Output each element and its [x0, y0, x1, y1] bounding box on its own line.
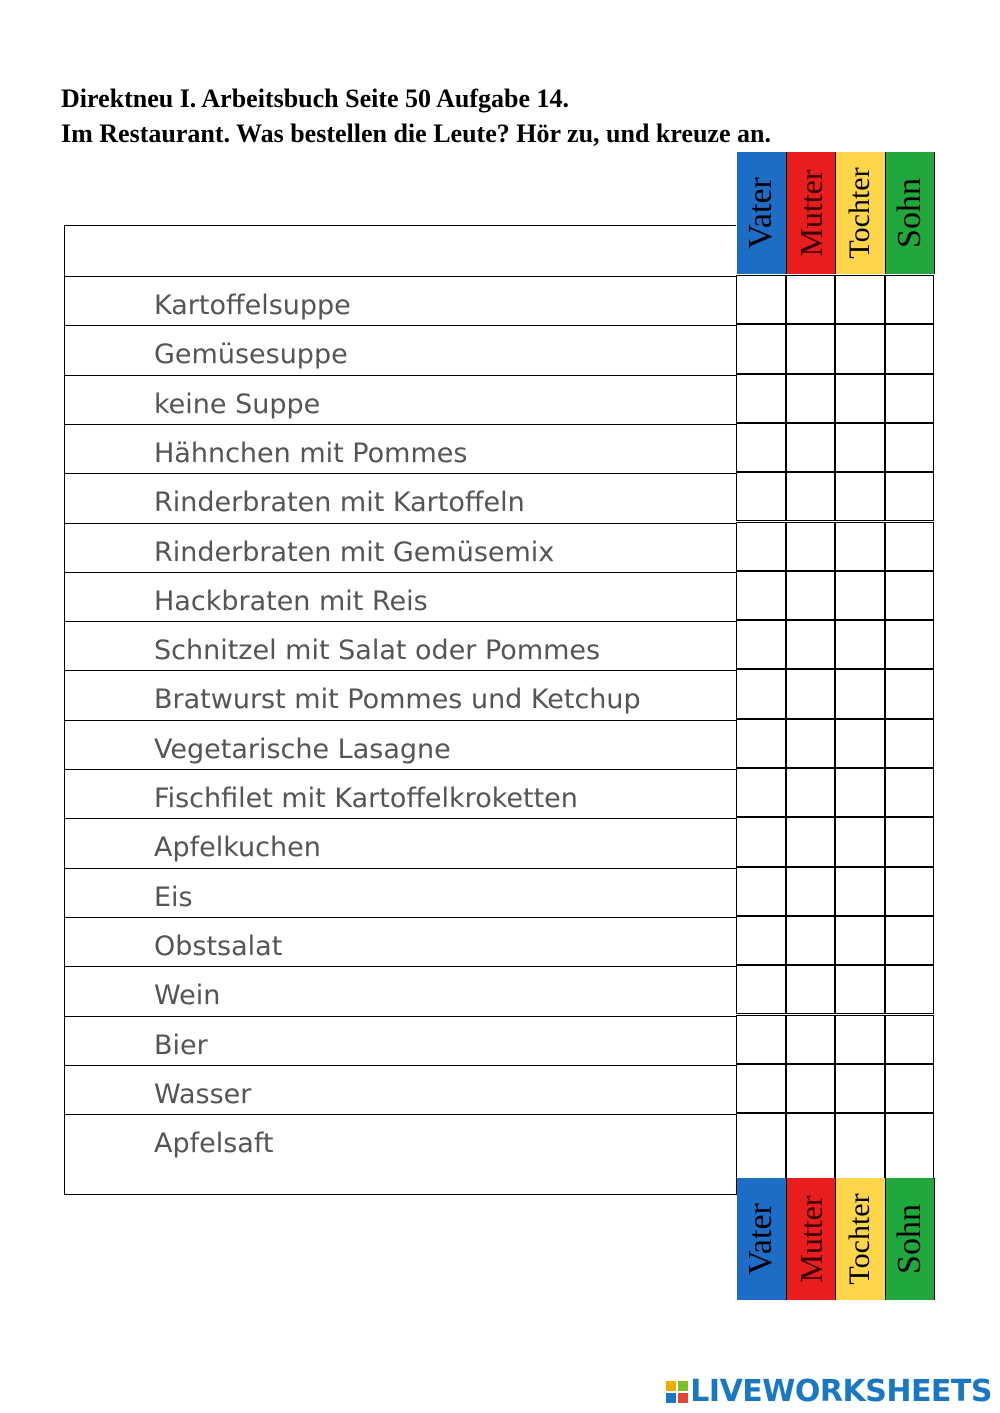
checkbox-sohn[interactable] — [885, 423, 935, 472]
item-row — [65, 818, 737, 867]
checkbox-sohn[interactable] — [885, 916, 935, 965]
item-row — [65, 473, 737, 522]
header-bottom-tochter — [836, 1178, 886, 1300]
checkbox-sohn[interactable] — [885, 1064, 935, 1113]
checkbox-vater[interactable] — [736, 1064, 786, 1113]
checkbox-tochter[interactable] — [835, 324, 885, 373]
checkbox-vater[interactable] — [736, 817, 786, 866]
item-label: Rinderbraten mit Gemüsemix — [154, 536, 555, 568]
column-header-bottom — [737, 1178, 935, 1300]
item-label: Bratwurst mit Pommes und Ketchup — [154, 684, 641, 716]
checkbox-mutter[interactable] — [786, 374, 836, 423]
checkbox-sohn[interactable] — [885, 965, 935, 1014]
checkbox-vater[interactable] — [736, 571, 786, 620]
checkbox-tochter[interactable] — [835, 817, 885, 866]
item-label: Wein — [154, 980, 221, 1012]
checkbox-mutter[interactable] — [786, 817, 836, 866]
checkbox-tochter[interactable] — [835, 719, 885, 768]
item-label: Vegetarische Lasagne — [154, 733, 451, 765]
checkbox-sohn[interactable] — [885, 275, 935, 324]
item-label: keine Suppe — [154, 388, 321, 420]
item-row — [65, 325, 737, 374]
checkbox-tochter[interactable] — [835, 768, 885, 817]
checkbox-mutter[interactable] — [786, 423, 836, 472]
checkbox-mutter[interactable] — [786, 275, 836, 324]
item-label: Rinderbraten mit Kartoffeln — [154, 487, 525, 519]
item-label: Hackbraten mit Reis — [154, 585, 428, 617]
checkbox-vater[interactable] — [736, 916, 786, 965]
checkbox-vater[interactable] — [736, 669, 786, 718]
header-bottom-vater — [737, 1178, 787, 1300]
checkbox-sohn[interactable] — [885, 867, 935, 916]
checkbox-tochter[interactable] — [835, 669, 885, 718]
checkbox-vater[interactable] — [736, 275, 786, 324]
checkbox-vater[interactable] — [736, 719, 786, 768]
checkbox-tochter[interactable] — [835, 867, 885, 916]
item-row — [65, 670, 737, 719]
checkbox-tochter[interactable] — [835, 1064, 885, 1113]
checkbox-vater[interactable] — [736, 423, 786, 472]
item-row — [65, 769, 737, 818]
checkbox-sohn[interactable] — [885, 522, 935, 571]
item-row — [65, 1065, 737, 1114]
item-label: Wasser — [154, 1078, 252, 1110]
checkbox-sohn[interactable] — [885, 324, 935, 373]
column-label: Sohn — [890, 1204, 928, 1274]
checkbox-vater[interactable] — [736, 324, 786, 373]
item-row — [65, 720, 737, 769]
checkbox-vater[interactable] — [736, 867, 786, 916]
item-label: Eis — [154, 881, 193, 913]
worksheet-instruction: Im Restaurant. Was bestellen die Leute? Hör zu, und kreuze an. — [61, 119, 771, 148]
item-row — [65, 572, 737, 621]
item-row — [65, 523, 737, 572]
checkbox-vater[interactable] — [736, 965, 786, 1014]
checkbox-tochter[interactable] — [835, 965, 885, 1014]
checkbox-tochter[interactable] — [835, 275, 885, 324]
checkbox-sohn[interactable] — [885, 817, 935, 866]
checkbox-sohn[interactable] — [885, 472, 935, 521]
item-label: Schnitzel mit Salat oder Pommes — [154, 635, 601, 667]
checkbox-sohn[interactable] — [885, 571, 935, 620]
column-label: Tochter — [843, 167, 877, 259]
checkbox-tochter[interactable] — [835, 620, 885, 669]
checkbox-mutter[interactable] — [786, 1015, 836, 1064]
checkbox-tochter[interactable] — [835, 423, 885, 472]
item-label: Gemüsesuppe — [154, 339, 348, 371]
checkbox-mutter[interactable] — [786, 522, 836, 571]
checkbox-tochter[interactable] — [835, 916, 885, 965]
item-label: Hähnchen mit Pommes — [154, 437, 468, 469]
item-label: Apfelsaft — [154, 1128, 274, 1160]
checkbox-tochter[interactable] — [835, 522, 885, 571]
checkbox-mutter[interactable] — [786, 719, 836, 768]
checkbox-mutter[interactable] — [786, 867, 836, 916]
checkbox-vater[interactable] — [736, 522, 786, 571]
item-row — [65, 621, 737, 670]
item-label-column — [64, 225, 736, 1195]
column-label: Mutter — [792, 169, 829, 257]
column-label: Mutter — [792, 1195, 829, 1283]
checkbox-mutter[interactable] — [786, 472, 836, 521]
item-label: Kartoffelsuppe — [154, 290, 351, 321]
checkbox-sohn[interactable] — [885, 374, 935, 423]
checkbox-mutter[interactable] — [786, 965, 836, 1014]
item-row — [65, 375, 737, 424]
checkbox-vater[interactable] — [736, 472, 786, 521]
checkbox-tochter[interactable] — [835, 374, 885, 423]
checkbox-tochter[interactable] — [835, 571, 885, 620]
worksheet-title: Direktneu I. Arbeitsbuch Seite 50 Aufgabe 14. — [61, 84, 569, 113]
item-row — [65, 868, 737, 917]
checkbox-vater[interactable] — [736, 620, 786, 669]
checkbox-sohn[interactable] — [885, 620, 935, 669]
order-table — [64, 225, 934, 1195]
checkbox-mutter[interactable] — [786, 916, 836, 965]
item-row — [65, 1114, 737, 1196]
checkbox-mutter[interactable] — [786, 669, 836, 718]
item-row — [65, 424, 737, 473]
item-row — [65, 276, 737, 325]
checkbox-vater[interactable] — [736, 374, 786, 423]
column-label: Sohn — [890, 178, 928, 248]
logo-badge-icon — [666, 1381, 688, 1403]
header-bottom-mutter — [787, 1178, 837, 1300]
checkbox-sohn[interactable] — [885, 1015, 935, 1064]
logo-text: LIVEWORKSHEETS — [690, 1374, 992, 1409]
checkbox-vater[interactable] — [736, 768, 786, 817]
checkbox-sohn[interactable] — [885, 669, 935, 718]
item-row — [65, 917, 737, 966]
item-row — [65, 966, 737, 1015]
checkbox-mutter[interactable] — [786, 571, 836, 620]
column-label: Tochter — [843, 1193, 877, 1285]
checkbox-mutter[interactable] — [786, 324, 836, 373]
checkbox-vater[interactable] — [736, 1015, 786, 1064]
item-label: Apfelkuchen — [154, 832, 321, 864]
checkbox-tochter[interactable] — [835, 472, 885, 521]
checkbox-mutter[interactable] — [786, 620, 836, 669]
checkbox-mutter[interactable] — [786, 1064, 836, 1113]
item-row — [65, 1016, 737, 1065]
header-bottom-sohn — [886, 1178, 936, 1300]
item-label: Obstsalat — [154, 930, 283, 962]
item-label: Bier — [154, 1029, 208, 1061]
checkbox-sohn[interactable] — [885, 768, 935, 817]
column-label: Vater — [742, 177, 780, 249]
item-label: Fischfilet mit Kartoffelkroketten — [154, 783, 578, 814]
liveworksheets-logo — [666, 1374, 992, 1410]
checkbox-sohn[interactable] — [885, 719, 935, 768]
checkbox-tochter[interactable] — [835, 1015, 885, 1064]
column-label: Vater — [742, 1203, 780, 1275]
checkbox-mutter[interactable] — [786, 768, 836, 817]
checkbox-grid — [736, 275, 934, 1195]
